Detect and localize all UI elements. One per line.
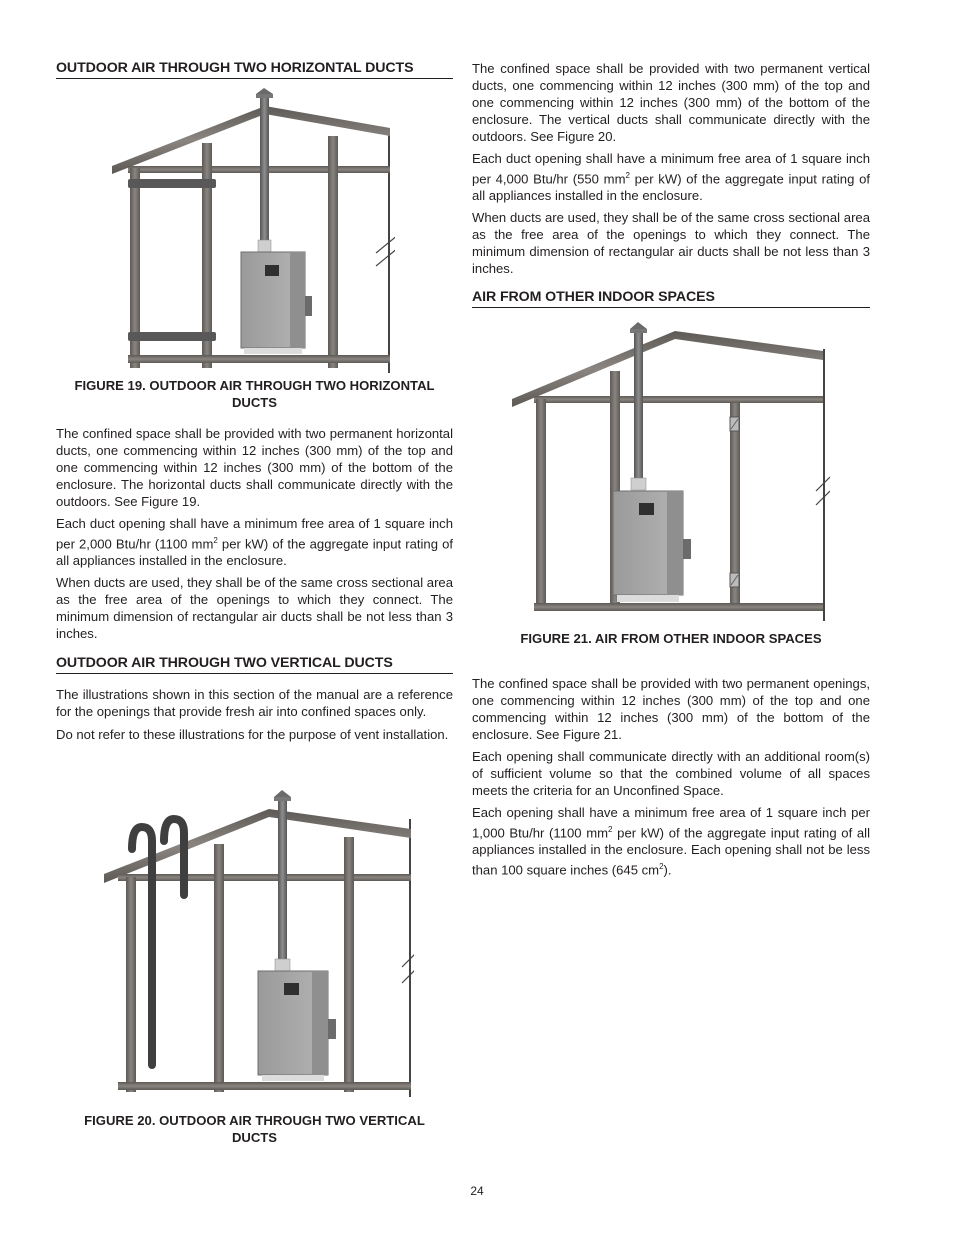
text: ).: [663, 862, 672, 878]
figure-21-caption: FIGURE 21. AIR FROM OTHER INDOOR SPACES: [520, 631, 822, 646]
paragraph-duct-free-area-vertical: [472, 150, 870, 204]
paragraph-duct-cross-section-horizontal: When ducts are used, they shall be of the same cross sectional area as the free area of the openings to which they connect. The minimum dimension of rectangular air ducts shall be not less than 3 inches.: [56, 575, 453, 642]
paragraph-horizontal-ducts: The confined space shall be provided with two permanent horizontal ducts, one commencing within 12 inches (300 mm) of the top and one commencing within 12 inches (300 mm) of the bottom of the enclosure. The horizontal ducts shall communicate directly with the outdoors. See Figure 19.: [56, 426, 453, 509]
section-heading-horizontal-ducts: OUTDOOR AIR THROUGH TWO HORIZONTAL DUCTS: [56, 60, 453, 79]
text: Each duct opening shall have a minimum free area of 1 square inch per 4,000 Btu/hr (550 mm: [472, 151, 870, 187]
figure-20-caption-line1: FIGURE 20. OUTDOOR AIR THROUGH TWO VERTICAL: [84, 1113, 425, 1128]
paragraph-vent-warning: Do not refer to these illustrations for the purpose of vent installation.: [56, 727, 449, 742]
text: per kW) of the aggregate input rating of all appliances installed in the enclosure.: [56, 536, 453, 569]
paragraph-vertical-ducts: The confined space shall be provided with two permanent vertical ducts, one commencing within 12 inches (300 mm) of the top and one commencing within 12 inches (300 mm) of the bottom of the enclosure. The vertical ducts shall communicate directly with the outdoors. See Figure 20.: [472, 61, 870, 144]
figure-20-illustration: [104, 789, 414, 1099]
paragraph-additional-rooms: Each opening shall communicate directly with an additional room(s) of sufficient volume so that the combined volume of all spaces meets the criteria for an Unconfined Space.: [472, 749, 870, 798]
right-body-1: [472, 60, 870, 277]
page-number: 24: [470, 1184, 484, 1198]
paragraph-permanent-openings: The confined space shall be provided with two permanent openings, one commencing within 12 inches (300 mm) of the top and one commencing within 12 inches (300 mm) of the bottom of the enclosure. See Figure 21.: [472, 676, 870, 742]
figure-19-caption: [56, 377, 453, 411]
text: per kW) of the aggregate input rating of all appliances installed in the enclosure. Each opening shall not be less than 100 square inches (645 cm: [472, 825, 870, 878]
paragraph-duct-free-area-horizontal: [56, 515, 453, 569]
figure-21-illustration: [510, 321, 830, 621]
text: per kW) of the aggregate input rating of all appliances installed in the enclosure.: [472, 171, 870, 204]
right-body-2: [472, 675, 870, 879]
superscript: 2: [625, 171, 630, 180]
text: Each duct opening shall have a minimum free area of 1 square inch per 2,000 Btu/hr (1100 mm: [56, 516, 453, 552]
left-body-1: [56, 425, 453, 642]
right-section-heading: [472, 289, 870, 308]
left-section-2: [56, 655, 453, 743]
figure-19-caption-line2: DUCTS: [231, 395, 278, 410]
figure-20-caption: [56, 1112, 453, 1146]
text: Each opening shall have a minimum free area of 1 square inch per 1,000 Btu/hr (1100 mm: [472, 805, 870, 841]
superscript: 2: [659, 862, 664, 872]
paragraph-opening-free-area: [472, 804, 870, 879]
paragraph-duct-cross-section-vertical: When ducts are used, they shall be of the same cross sectional area as the free area of the openings to which they connect. The minimum dimension of rectangular air ducts shall be not less than 3 inches.: [472, 210, 870, 277]
section-heading-indoor-spaces: AIR FROM OTHER INDOOR SPACES: [472, 289, 870, 308]
superscript: 2: [608, 825, 613, 834]
section-heading-vertical-ducts: OUTDOOR AIR THROUGH TWO VERTICAL DUCTS: [56, 655, 453, 674]
superscript: 2: [213, 536, 218, 545]
figure-20-caption-line2: DUCTS: [231, 1130, 278, 1145]
paragraph-illustrations-note: The illustrations shown in this section of the manual are a reference for the openings that provide fresh air into confined spaces only.: [56, 687, 453, 719]
figure-19-illustration: [110, 88, 395, 373]
left-column: [56, 60, 453, 79]
figure-19-caption-line1: FIGURE 19. OUTDOOR AIR THROUGH TWO HORIZONTAL: [74, 378, 435, 393]
